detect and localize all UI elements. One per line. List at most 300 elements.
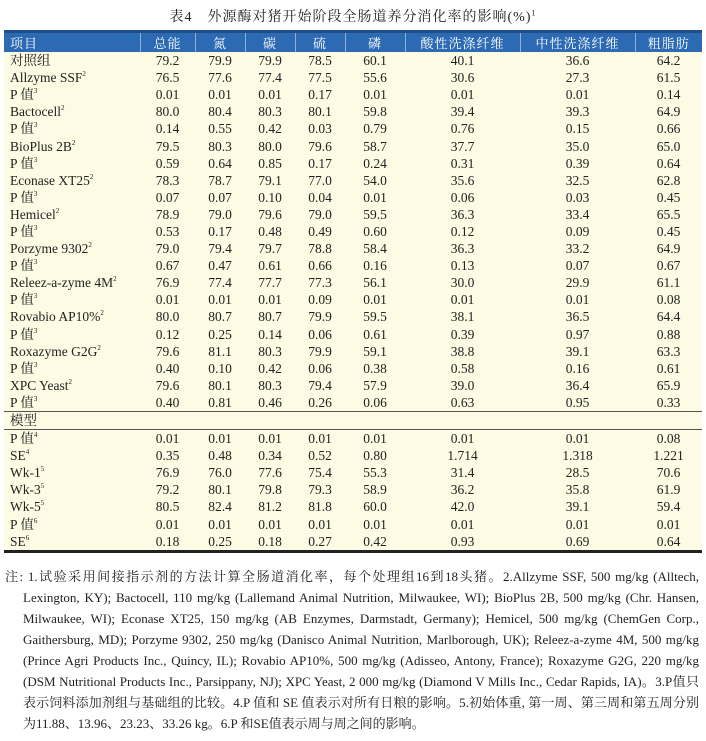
table-cell: 0.01 (155, 431, 180, 447)
table-cell: 35.6 (450, 172, 475, 188)
table-cell: 79.6 (258, 206, 282, 222)
table-cell: 59.1 (363, 343, 387, 359)
table-cell: 79.2 (155, 482, 180, 498)
table-cell: 42.0 (450, 499, 475, 515)
table-cell: 0.40 (155, 360, 180, 376)
table-cell: 0.13 (450, 258, 475, 274)
table-cell: 0.31 (450, 155, 475, 171)
table-cell: 76.9 (155, 275, 180, 291)
table-cell: 61.5 (656, 70, 681, 86)
table-cell: 0.97 (565, 326, 590, 342)
table-cell: 36.6 (565, 53, 590, 69)
table-cell: 57.9 (363, 377, 387, 393)
table-row (4, 377, 702, 394)
footnote-mark: 2 (100, 309, 104, 318)
row-label (4, 447, 140, 464)
table-cell: 58.4 (363, 241, 387, 257)
row-label-text: P 值 (10, 431, 34, 447)
row-label (4, 240, 140, 257)
row-label-text: P 值 (10, 223, 34, 239)
table-cell: 32.5 (565, 172, 590, 188)
row-label (4, 137, 140, 154)
row-label (4, 103, 140, 120)
table-row (4, 103, 702, 120)
table-cell: 0.18 (155, 533, 180, 549)
table-cell: 0.17 (308, 87, 332, 103)
footnote-mark: 2 (71, 138, 76, 147)
table-cell: 0.58 (450, 360, 475, 376)
table-cell: 0.61 (258, 258, 282, 274)
table-cell: 0.64 (208, 155, 232, 171)
footnote-mark: 2 (68, 377, 73, 386)
table-cell: 0.03 (565, 189, 590, 205)
table-cell: 0.08 (656, 431, 681, 447)
table-cell: 39.1 (565, 343, 590, 359)
table-cell: 80.1 (208, 377, 232, 393)
table-cell: 0.16 (363, 258, 387, 274)
table-cell: 0.01 (208, 431, 232, 447)
table-cell: 64.9 (656, 104, 681, 120)
table-row (4, 533, 702, 550)
table-cell: 30.6 (450, 70, 475, 86)
table-cell: 0.67 (656, 258, 681, 274)
table-cell: 0.01 (258, 516, 282, 532)
table-cell: 0.40 (155, 394, 180, 410)
table-cell: 79.7 (258, 241, 282, 257)
table-row (4, 291, 702, 308)
table-cell: 0.33 (656, 394, 681, 410)
table-row (4, 516, 702, 533)
table-cell: 79.5 (155, 138, 180, 154)
table-cell: 0.04 (308, 189, 332, 205)
table-cell: 59.8 (363, 104, 387, 120)
table-cell: 0.01 (363, 189, 387, 205)
footnote-mark: 6 (33, 516, 38, 525)
row-label-text: SE (10, 533, 26, 549)
table-cell: 0.61 (656, 360, 681, 376)
table-cell: 58.9 (363, 482, 387, 498)
table-cell: 79.9 (308, 343, 332, 359)
table-cell: 80.3 (208, 138, 232, 154)
table-cell: 0.17 (308, 155, 332, 171)
table-cell: 0.48 (258, 223, 282, 239)
table-cell: 0.07 (565, 258, 590, 274)
row-label-text: Bactocell (10, 104, 61, 120)
table-cell: 0.07 (208, 189, 232, 205)
table-cell: 60.1 (363, 53, 387, 69)
table-cell: 79.3 (308, 482, 332, 498)
table-cell: 64.2 (656, 53, 681, 69)
table-cell: 0.25 (208, 533, 232, 549)
row-label (4, 360, 140, 377)
table-cell: 31.4 (450, 465, 475, 481)
table-cell: 0.06 (363, 394, 387, 410)
table-row (4, 86, 702, 103)
row-label-text: Wk-1 (10, 465, 41, 481)
footnote-mark: 4 (25, 448, 30, 457)
table-cell: 0.01 (363, 292, 387, 308)
row-label-text: Hemicel (10, 206, 56, 222)
row-label (4, 430, 140, 448)
table-cell: 79.6 (155, 343, 180, 359)
table-cell: 80.3 (258, 377, 282, 393)
table-cell: 64.9 (656, 241, 681, 257)
table-cell: 63.3 (656, 343, 681, 359)
footnote-mark: 3 (33, 223, 38, 232)
footnote-mark: 5 (40, 499, 45, 508)
table-cell: 80.3 (258, 104, 282, 120)
table-cell: 80.1 (208, 482, 232, 498)
table-row (4, 223, 702, 240)
table-cell: 35.0 (565, 138, 590, 154)
table-cell: 0.01 (450, 516, 475, 532)
table-cell: 77.0 (308, 172, 332, 188)
row-label-text: Wk-5 (10, 499, 41, 515)
table-cell: 81.8 (308, 499, 332, 515)
row-label-text: P 值 (10, 292, 34, 308)
table-header-row (4, 32, 702, 53)
table-cell: 0.26 (308, 394, 332, 410)
table-cell: 0.25 (208, 326, 232, 342)
table-cell: 0.35 (155, 448, 180, 464)
table-cell: 0.01 (258, 87, 282, 103)
table-cell: 59.5 (363, 309, 387, 325)
table-title-text: 表4 外源酶对猪开始阶段全肠道养分消化率的影响(%) (169, 10, 532, 25)
footnote-mark: 2 (55, 206, 60, 215)
row-label (4, 308, 140, 325)
table-cell: 77.4 (208, 275, 232, 291)
footnote-mark: 2 (113, 275, 117, 284)
table-cell: 79.0 (208, 206, 232, 222)
table-cell: 33.2 (565, 241, 590, 257)
table-cell: 77.7 (258, 275, 282, 291)
table-cell: 0.38 (363, 360, 387, 376)
table-cell: 0.85 (258, 155, 282, 171)
footnote-mark: 3 (33, 155, 38, 164)
table-row (4, 69, 702, 86)
table-cell: 77.6 (258, 465, 282, 481)
table-cell: 80.4 (208, 104, 232, 120)
table-cell: 77.3 (308, 275, 332, 291)
table-cell: 81.2 (258, 499, 282, 515)
row-label-text: Roxazyme G2G (10, 343, 98, 359)
table-cell: 80.0 (155, 104, 180, 120)
digestibility-table (4, 30, 702, 550)
table-cell: 0.08 (656, 292, 681, 308)
footnote-mark: 3 (33, 394, 38, 403)
table-cell: 0.55 (208, 121, 232, 137)
table-cell: 36.4 (565, 377, 590, 393)
table-cell: 65.5 (656, 206, 681, 222)
row-label-text: Allzyme SSF (10, 70, 83, 86)
row-label-text: BioPlus 2B (10, 138, 72, 154)
row-label (4, 291, 140, 308)
table-cell: 0.47 (208, 258, 232, 274)
table-cell: 0.01 (363, 516, 387, 532)
footnote-mark: 2 (88, 241, 92, 250)
table-cell: 79.4 (308, 377, 332, 393)
table-row (4, 326, 702, 343)
table-cell: 78.7 (208, 172, 232, 188)
table-cell: 0.01 (565, 292, 590, 308)
table-cell: 80.5 (155, 499, 180, 515)
table-cell: 0.01 (208, 292, 232, 308)
table-cell: 79.4 (208, 241, 232, 257)
table-cell: 80.1 (308, 104, 332, 120)
table-cell: 0.79 (363, 121, 387, 137)
table-title (0, 6, 706, 26)
table-cell: 78.3 (155, 172, 180, 188)
footnote-mark: 5 (40, 482, 45, 491)
table-cell: 0.01 (155, 292, 180, 308)
table-cell: 38.8 (450, 343, 475, 359)
table-cell: 56.1 (363, 275, 387, 291)
row-label-text: 对照组 (10, 53, 51, 69)
table-cell: 0.95 (565, 394, 590, 410)
footnote-mark: 3 (33, 258, 38, 267)
table-cell: 0.66 (308, 258, 332, 274)
table-cell: 82.4 (208, 499, 232, 515)
table-cell: 39.3 (565, 104, 590, 120)
footnote-mark: 2 (60, 104, 65, 113)
row-label-text: Porzyme 9302 (10, 241, 89, 257)
table-cell: 0.88 (656, 326, 681, 342)
table-cell: 0.17 (208, 223, 232, 239)
table-cell: 79.8 (258, 482, 282, 498)
table-cell: 79.9 (258, 53, 282, 69)
column-header: 酸性洗涤纤维 (405, 32, 520, 53)
table-row (4, 257, 702, 274)
table-cell: 0.01 (363, 431, 387, 447)
table-cell: 0.12 (155, 326, 180, 342)
table-row (4, 137, 702, 154)
table-cell: 0.39 (565, 155, 590, 171)
table-cell: 1.318 (562, 448, 593, 464)
row-label (4, 274, 140, 291)
table-row (4, 155, 702, 172)
table-cell: 80.7 (208, 309, 232, 325)
table-cell: 27.3 (565, 70, 590, 86)
table-row (4, 206, 702, 223)
table-cell: 0.01 (258, 431, 282, 447)
table-cell: 0.52 (308, 448, 332, 464)
row-label-text: P 值 (10, 326, 34, 342)
table-cell: 79.0 (308, 206, 332, 222)
row-label (4, 86, 140, 103)
table-cell: 0.01 (308, 431, 332, 447)
table-cell: 60.0 (363, 499, 387, 515)
table-cell: 0.01 (155, 516, 180, 532)
row-label-text: P 值 (10, 189, 34, 205)
table-cell: 0.01 (258, 292, 282, 308)
table-row (4, 308, 702, 325)
table-cell: 64.4 (656, 309, 681, 325)
table-cell: 0.01 (450, 292, 475, 308)
table-cell: 36.3 (450, 241, 475, 257)
row-label-text: XPC Yeast (10, 377, 69, 393)
table-row (4, 52, 702, 69)
column-header: 总能 (140, 32, 195, 53)
table-cell: 0.42 (258, 360, 282, 376)
table-cell: 0.01 (656, 516, 681, 532)
table-row (4, 189, 702, 206)
table-cell: 0.66 (656, 121, 681, 137)
row-label-text: Econase XT25 (10, 172, 90, 188)
footnote-mark: 3 (33, 189, 38, 198)
section-label: 模型 (4, 411, 702, 429)
table-cell: 0.12 (450, 223, 475, 239)
table-cell: 0.01 (363, 87, 387, 103)
row-label (4, 533, 140, 550)
table-cell: 38.1 (450, 309, 475, 325)
table-cell: 65.9 (656, 377, 681, 393)
table-cell: 0.01 (450, 87, 475, 103)
table-cell: 0.01 (565, 87, 590, 103)
table-row (4, 464, 702, 481)
table-cell: 61.1 (656, 275, 681, 291)
row-label-text: P 值 (10, 87, 34, 103)
row-label-text: Wk-3 (10, 482, 41, 498)
table-cell: 0.10 (258, 189, 282, 205)
table-cell: 79.6 (308, 138, 332, 154)
table-cell: 37.7 (450, 138, 475, 154)
table-cell: 36.3 (450, 206, 475, 222)
table-row (4, 240, 702, 257)
footnote-mark: 3 (33, 326, 38, 335)
table-row (4, 447, 702, 464)
table-cell: 62.8 (656, 172, 681, 188)
footnote-mark: 3 (33, 87, 38, 96)
table-cell: 76.9 (155, 465, 180, 481)
data-table-container (4, 30, 702, 553)
table-cell: 76.5 (155, 70, 180, 86)
table-cell: 78.9 (155, 206, 180, 222)
table-cell: 0.93 (450, 533, 475, 549)
table-cell: 0.46 (258, 394, 282, 410)
table-cell: 0.18 (258, 533, 282, 549)
row-label (4, 326, 140, 343)
column-header: 磷 (345, 32, 405, 53)
table-cell: 1.221 (653, 448, 684, 464)
table-cell: 70.6 (656, 465, 681, 481)
table-cell: 28.5 (565, 465, 590, 481)
table-cell: 0.45 (656, 223, 681, 239)
column-header: 氮 (195, 32, 245, 53)
table-row (4, 498, 702, 515)
table-cell: 35.8 (565, 482, 590, 498)
table-cell: 0.24 (363, 155, 387, 171)
table-body (4, 52, 702, 550)
table-cell: 79.6 (155, 377, 180, 393)
table-cell: 65.0 (656, 138, 681, 154)
table-cell: 58.7 (363, 138, 387, 154)
table-cell: 39.4 (450, 104, 475, 120)
row-label-text: P 值 (10, 121, 34, 137)
table-cell: 0.76 (450, 121, 475, 137)
table-cell: 54.0 (363, 172, 387, 188)
table-cell: 0.60 (363, 223, 387, 239)
table-cell: 79.0 (155, 241, 180, 257)
table-cell: 0.14 (258, 326, 282, 342)
row-label (4, 69, 140, 86)
footnote-mark: 2 (97, 343, 101, 352)
table-cell: 80.0 (258, 138, 282, 154)
table-cell: 39.1 (565, 499, 590, 515)
table-cell: 0.07 (155, 189, 180, 205)
table-cell: 0.34 (258, 448, 282, 464)
table-cell: 0.06 (308, 326, 332, 342)
table-cell: 79.1 (258, 172, 282, 188)
table-cell: 0.01 (308, 516, 332, 532)
table-cell: 0.27 (308, 533, 332, 549)
table-row (4, 430, 702, 448)
table-cell: 0.48 (208, 448, 232, 464)
row-label (4, 481, 140, 498)
table-cell: 0.42 (258, 121, 282, 137)
table-cell: 80.7 (258, 309, 282, 325)
table-cell: 78.8 (308, 241, 332, 257)
table-cell: 0.45 (656, 189, 681, 205)
table-cell: 79.9 (208, 53, 232, 69)
row-label (4, 52, 140, 69)
row-label-text: P 值 (10, 360, 34, 376)
column-header: 中性洗涤纤维 (520, 32, 635, 53)
table-cell: 0.01 (155, 87, 180, 103)
table-row (4, 172, 702, 189)
table-cell: 0.42 (363, 533, 387, 549)
table-cell: 0.01 (450, 431, 475, 447)
row-label-text: Releez-a-zyme 4M (10, 275, 114, 291)
table-cell: 33.4 (565, 206, 590, 222)
row-label (4, 223, 140, 240)
table-cell: 55.3 (363, 465, 387, 481)
table-cell: 59.4 (656, 499, 681, 515)
title-footnote-mark: 1 (531, 8, 537, 18)
table-cell: 80.0 (155, 309, 180, 325)
row-label (4, 155, 140, 172)
row-label (4, 394, 140, 412)
footnote-mark: 2 (82, 70, 86, 79)
table-row (4, 343, 702, 360)
row-label (4, 498, 140, 515)
table-cell: 0.80 (363, 448, 387, 464)
row-label-text: P 值 (10, 516, 34, 532)
table-cell: 0.69 (565, 533, 590, 549)
row-label-text: P 值 (10, 394, 34, 410)
table-cell: 61.9 (656, 482, 681, 498)
table-cell: 1.714 (447, 448, 478, 464)
table-cell: 0.01 (208, 516, 232, 532)
column-header: 粗脂肪 (647, 36, 690, 51)
table-cell: 59.5 (363, 206, 387, 222)
table-cell: 0.06 (450, 189, 475, 205)
table-cell: 0.59 (155, 155, 180, 171)
table-footnote: 注: 1.试验采用间接指示剂的方法计算全肠道消化率，每个处理组16到18头猪。2.Allzyme SSF, 500 mg/kg (Alltech, Lexington, KY); Bactocell, 110 mg/kg (Lallemand Animal Nutrition, Milwaukee, WI); BioPlus 2B, 500 mg/kg (Chr. Hansen, Milwaukee, WI); Econase XT25, 150 mg/kg (AB Enzymes, Darmstadt, Germany); Hemicel, 500 mg/kg (ChemGen Corp., Gaithersburg, MD); Porzyme 9302, 250 mg/kg (Danisco Animal Nutrition, Marlborough, UK); Releez-a-zyme 4M, 500 mg/kg (Prince Agri Products Inc., Quincy, IL); Rovabio AP10%, 500 mg/kg (Adisseo, Antony, France); Roxazyme G2G, 220 mg/kg (DSM Nutritional Products Inc., Parsippany, NJ); XPC Yeast, 2 000 mg/kg (Diamond V Mills Inc., Cedar Rapids, IA)。3.P值只表示饲料添加剂组与基础组的比较。4.P 值和 SE 值表示对所有日粮的影响。5.初始体重, 第一周、第三周和第五周分别为11.88、13.96、23.23、33.26 kg。6.P 和SE值表示周与周之间的影响。 (5, 569, 699, 731)
row-label (4, 377, 140, 394)
table-cell: 0.06 (308, 360, 332, 376)
table-cell: 0.09 (308, 292, 332, 308)
table-cell: 0.10 (208, 360, 232, 376)
table-row (4, 394, 702, 412)
table-cell: 79.9 (308, 309, 332, 325)
section-row (4, 411, 702, 429)
footnote-mark: 4 (33, 431, 38, 440)
row-label (4, 516, 140, 533)
table-cell: 0.14 (155, 121, 180, 137)
table-cell: 36.2 (450, 482, 475, 498)
table-cell: 0.01 (565, 431, 590, 447)
table-cell: 78.5 (308, 53, 332, 69)
